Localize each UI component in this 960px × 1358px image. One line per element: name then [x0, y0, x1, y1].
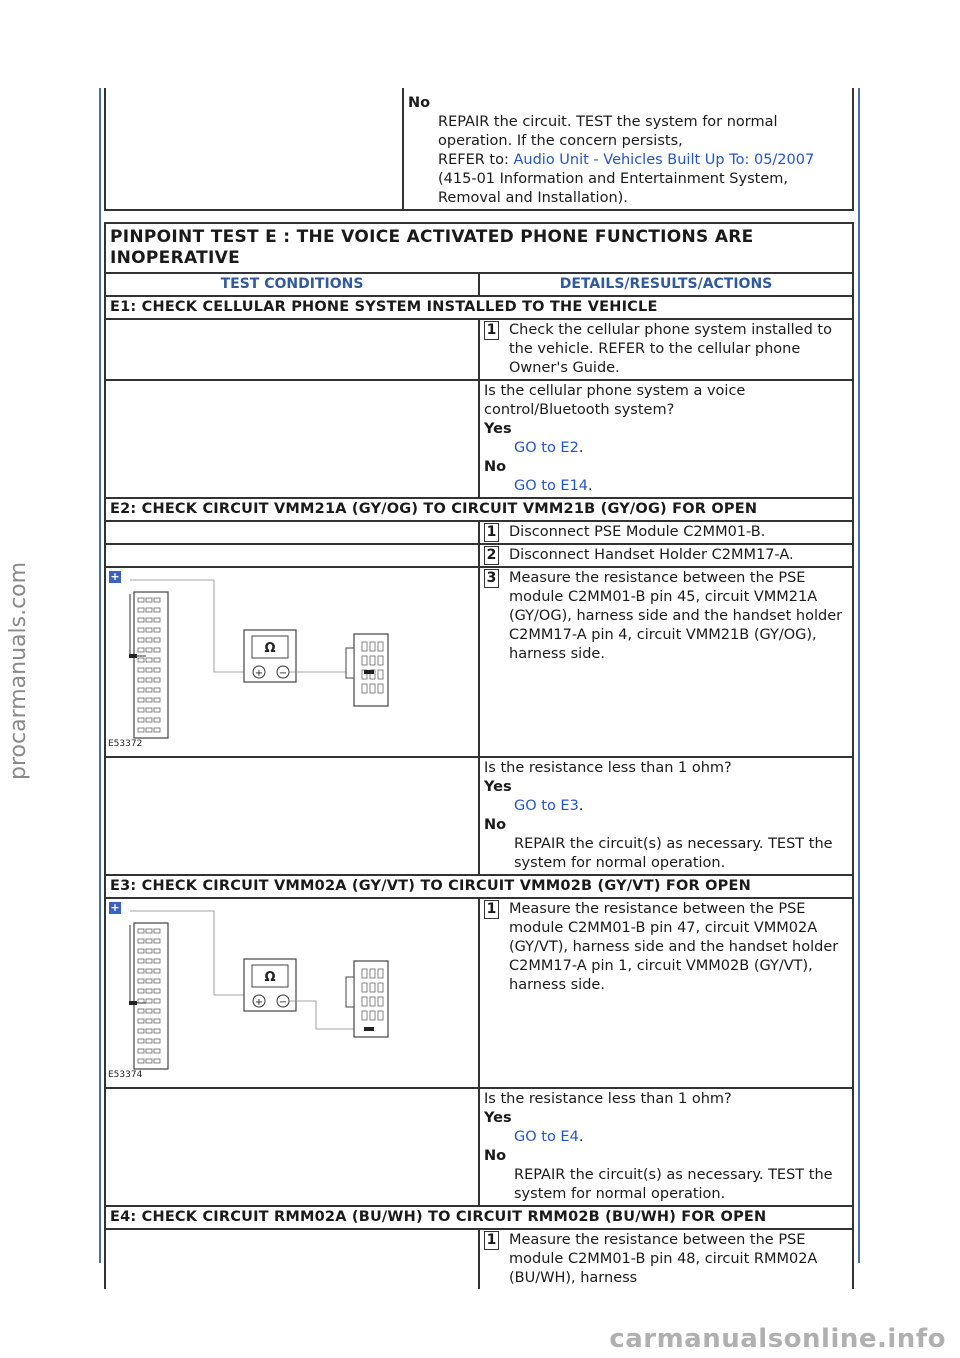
header-details-results: DETAILS/RESULTS/ACTIONS	[479, 273, 853, 296]
pinpoint-test-table	[104, 222, 854, 1289]
bottom-watermark: carmanualsonline.info	[609, 1324, 946, 1354]
step-e3-heading: E3: CHECK CIRCUIT VMM02A (GY/VT) TO CIRCUIT VMM02B (GY/VT) FOR OPEN	[105, 875, 853, 898]
go-to-e14-link[interactable]: GO to E14	[514, 478, 589, 494]
step-e2-heading: E2: CHECK CIRCUIT VMM21A (GY/OG) TO CIRCUIT VMM21B (GY/OG) FOR OPEN	[105, 498, 853, 521]
go-to-e4-link[interactable]: GO to E4	[514, 1129, 579, 1145]
step-e4-heading: E4: CHECK CIRCUIT RMM02A (BU/WH) TO CIRCUIT RMM02B (BU/WH) FOR OPEN	[105, 1206, 853, 1229]
e1-result: Is the cellular phone system a voice control/Bluetooth system? Yes GO to E2. No GO to E14.	[479, 380, 853, 498]
e2-result: Is the resistance less than 1 ohm? Yes GO to E3. No REPAIR the circuit(s) as necessary. TEST the system for normal operation.	[479, 757, 853, 875]
left-page-rule	[99, 88, 101, 1263]
no-label: No	[408, 95, 431, 111]
e3-wiring-diagram	[106, 899, 478, 1087]
e1-step1: 1 Check the cellular phone system installed to the vehicle. REFER to the cellular phone Owner's Guide.	[479, 319, 853, 380]
figure-id: E53372	[108, 739, 143, 749]
right-page-rule	[858, 88, 860, 1263]
test-title: PINPOINT TEST E : THE VOICE ACTIVATED PHONE FUNCTIONS ARE INOPERATIVE	[105, 223, 853, 273]
ohm-symbol: Ω	[264, 970, 276, 985]
ohm-symbol: Ω	[264, 641, 276, 656]
fragment-actions-cell	[403, 88, 853, 210]
fragment-conditions-cell	[105, 88, 403, 210]
audio-unit-link[interactable]: Audio Unit - Vehicles Built Up To: 05/2007	[513, 152, 815, 168]
meter-minus-label: −	[278, 668, 288, 679]
expand-icon[interactable]: +	[110, 570, 120, 583]
meter-plus-label: +	[254, 997, 264, 1008]
go-to-e3-link[interactable]: GO to E3	[514, 798, 579, 814]
go-to-e2-link[interactable]: GO to E2	[514, 440, 579, 456]
e2-diagram-svg	[106, 568, 396, 756]
expand-icon[interactable]: +	[110, 901, 120, 914]
e3-figure-cell	[105, 898, 479, 1088]
e3-diagram-svg	[106, 899, 396, 1087]
meter-minus-label: −	[278, 997, 288, 1008]
repair-instruction: REPAIR the circuit. TEST the system for normal operation. If the concern persists, REFER to: Audio Unit - Vehicles Built Up To: 05/2007 (415-01 Information and Entertainment System, Removal and Installation).	[438, 114, 815, 206]
e3-result: Is the resistance less than 1 ohm? Yes GO to E4. No REPAIR the circuit(s) as necessary. TEST the system for normal operation.	[479, 1088, 853, 1206]
e2-step3: 3 Measure the resistance between the PSE module C2MM01-B pin 45, circuit VMM21A (GY/OG), harness side and the handset holder C2MM17-A pin 4, circuit VMM21B (GY/OG), harness side.	[479, 567, 853, 757]
e2-step1: 1 Disconnect PSE Module C2MM01-B.	[479, 521, 853, 544]
meter-plus-label: +	[254, 668, 264, 679]
side-watermark: procarmanuals.com	[6, 561, 31, 780]
e4-step1: 1 Measure the resistance between the PSE module C2MM01-B pin 48, circuit RMM02A (BU/WH), harness	[479, 1229, 853, 1289]
header-test-conditions: TEST CONDITIONS	[105, 273, 479, 296]
step-e1-heading: E1: CHECK CELLULAR PHONE SYSTEM INSTALLED TO THE VEHICLE	[105, 296, 853, 319]
figure-id: E53374	[108, 1070, 143, 1080]
previous-test-fragment	[104, 88, 854, 211]
e2-figure-cell	[105, 567, 479, 757]
e3-step1: 1 Measure the resistance between the PSE module C2MM01-B pin 47, circuit VMM02A (GY/VT), harness side and the handset holder C2MM17-A pin 1, circuit VMM02B (GY/VT), harness side.	[479, 898, 853, 1088]
e2-wiring-diagram	[106, 568, 478, 756]
e2-step2: 2 Disconnect Handset Holder C2MM17-A.	[479, 544, 853, 567]
